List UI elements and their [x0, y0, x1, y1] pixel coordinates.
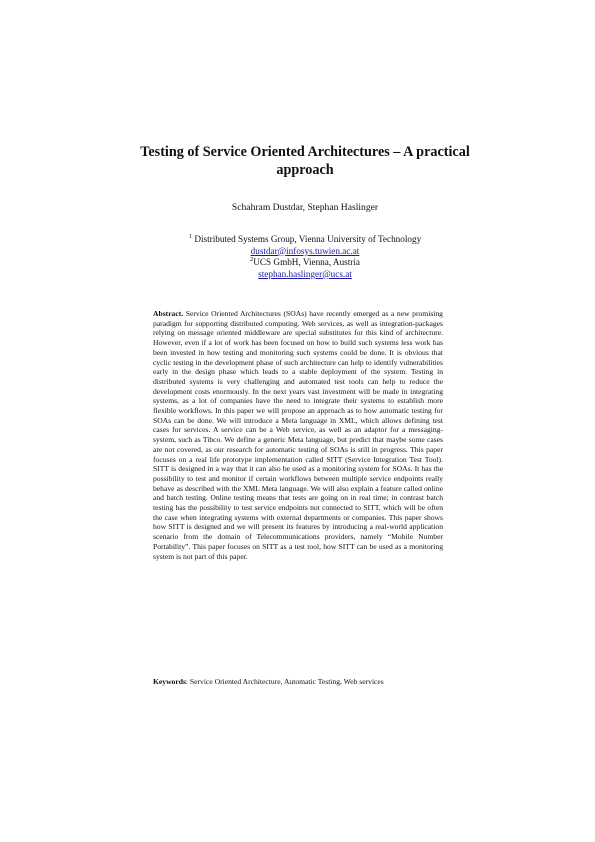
affiliation-1-org: Distributed Systems Group, Vienna University of Technology: [192, 234, 422, 244]
abstract: [153, 309, 443, 561]
keywords-text: : Service Oriented Architecture, Automatic Testing, Web services: [185, 677, 384, 686]
affiliation-2: [130, 257, 480, 269]
keywords-label: Keywords: [153, 677, 186, 686]
affiliations: [130, 234, 480, 280]
affiliation-2-email-line: [130, 269, 480, 281]
affiliation-1-marker: 1: [188, 233, 193, 240]
abstract-text: Service Oriented Architectures (SOAs) have recently emerged as a new promising paradigm for supporting distributed computing. Web services, as well as integration-packages relying on message oriented middleware are special substitutes for this kind of architecture. However, even if a lot of work has been focused on how to build such systems less work has been invested in how testing and monitoring such systems could be done. It is obvious that cyclic testing in the development phase of such architecture can help to identify vulnerabilities early in the design phase which leads to a stable deployment of the system. Testing in distributed systems is very challenging and automated test tools can help to reduce the development costs enormously. In the next years vast investment will be made in integrating systems, as a lot of companies have the need to integrate their systems to establish more flexible workflows. In this paper we will propose an approach as to how automatic testing for SOAs can be done. We will introduce a Meta language in XML, which allows defining test cases for services. A service can be a Web service, as well as an adaptor for a messaging-system, such as Tibco. We define a generic Meta language, but predict that maybe some cases are not covered, as our research for automatic testing of SOAs is still in progress. This paper focuses on a real life prototype implementation called SITT (Service Integration Test Tool). SITT is designed in a way that it can also be used as a monitoring system for SOAs. It has the possibility to test and monitor if certain workflows between multiple service endpoints really behave as described with the XML Meta language. We will also explain a feature called online and batch testing. Online testing means that tests are going on in real time; in contrast batch testing has the possibility to test service endpoints not connected to SITT, which will be often the case when integrating systems with external departments or companies. This paper shows how SITT is designed and we will present its features by introducing a real-world application scenario from the domain of Telecommunications providers, namely “Mobile Number Portability”. This paper focuses on SITT as a test tool, how SITT can be used as a monitoring system is not part of this paper.: [153, 309, 443, 561]
abstract-label: Abstract.: [153, 309, 184, 318]
affiliation-2-marker: 2: [250, 256, 254, 264]
affiliation-1: [130, 234, 480, 246]
affiliation-1-email-line: [130, 246, 480, 258]
author-list: Schahram Dustdar, Stephan Haslinger: [231, 202, 379, 213]
affiliation-2-org: UCS GmbH, Vienna, Austria: [253, 257, 360, 268]
paper-title: Testing of Service Oriented Architectures – A practical approach: [140, 144, 470, 178]
keywords: [153, 677, 453, 687]
affiliation-1-email-link[interactable]: dustdar@infosys.tuwien.ac.at: [250, 245, 360, 256]
affiliation-2-email-link[interactable]: stephan.haslinger@ucs.at: [258, 268, 352, 279]
